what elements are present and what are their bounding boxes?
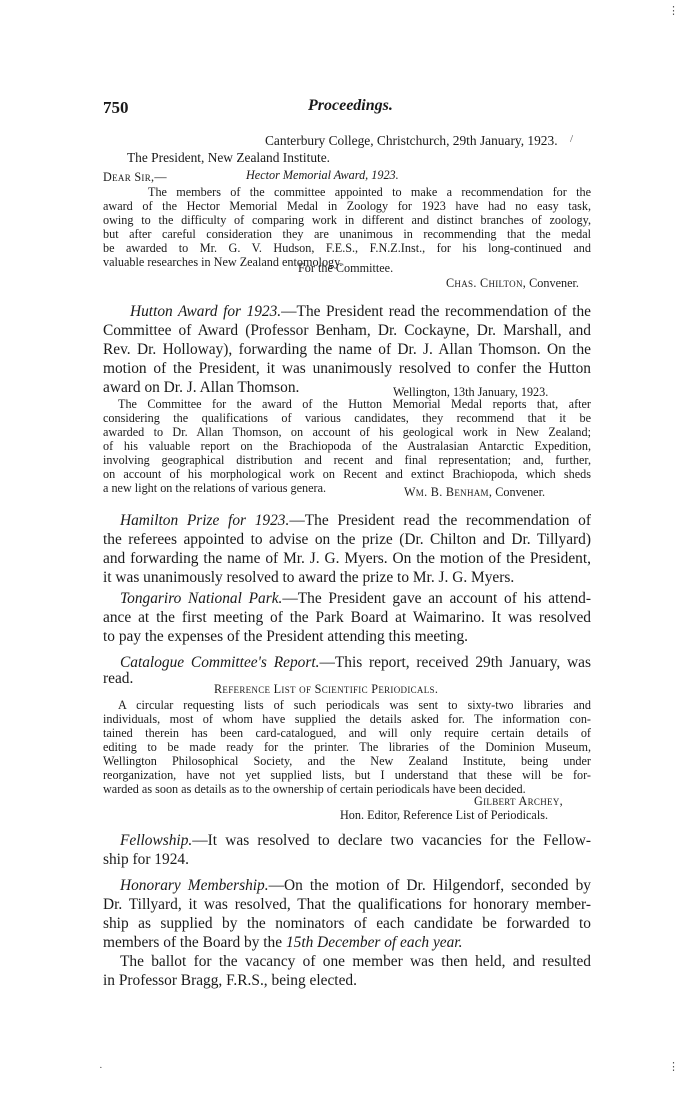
honorary-last-line-italic: 15th December of each year.	[285, 934, 463, 951]
catalogue-signatory-role: Hon. Editor, Reference List of Periodicals.	[340, 808, 548, 822]
signatory-name: Chas. Chilton,	[446, 276, 527, 290]
catalogue-list-title: Reference List of Scientific Periodicals.	[214, 682, 439, 696]
honorary-line: Dr. Tillyard, it was resolved, That the qualifications for honorary member-	[103, 896, 591, 913]
catalogue-line: tained therein has been card-catalogued, and will only require certain details of	[103, 726, 591, 740]
honorary-last-line	[103, 933, 462, 952]
catalogue-line: A circular requesting lists of such periodicals was sent to sixty-two libraries and	[118, 698, 591, 712]
hutton-report-line: awarded to Dr. Allan Thomson, on account of his geological work in New Zealand;	[103, 425, 591, 439]
catalogue-line: editing to be made ready for the printer. The libraries of the Dominion Museum,	[103, 740, 591, 754]
catalogue-signatory-name: Gilbert Archey,	[474, 794, 563, 808]
tongariro-line: ance at the first meeting of the Park Board at Waimarino. It was resolved	[103, 609, 591, 626]
tongariro-first-line-rest: —The President gave an account of his attend-	[282, 590, 591, 607]
tongariro-first-line	[120, 589, 591, 608]
hutton-report-line: considering the qualifications of various candidates, they recommend that it be	[103, 411, 591, 425]
honorary-first-line	[120, 876, 591, 895]
honorary-last-line-plain: members of the Board by the	[103, 934, 286, 951]
honorary-first-line-rest: —On the motion of Dr. Hilgendorf, seconded by	[268, 877, 591, 894]
ballot-line: in Professor Bragg, F.R.S., being elected.	[103, 972, 357, 989]
hutton-line: motion of the President, it was unanimously resolved to confer the Hutton	[103, 360, 591, 377]
hamilton-line: it was unanimously resolved to award the prize to Mr. J. G. Myers.	[103, 569, 515, 586]
catalogue-line: individuals, most of whom have supplied the details asked for. The information con-	[103, 712, 591, 726]
hutton-report-line: on account of his morphological work on Recent and extinct Brachiopoda, which sheds	[103, 467, 591, 481]
letter-salutation: Dear Sir,—	[103, 170, 167, 184]
hutton-line: Committee of Award (Professor Benham, Dr. Cockayne, Dr. Marshall, and	[103, 322, 591, 339]
letter-signature	[446, 276, 579, 290]
letter-subject: Hector Memorial Award, 1923.	[246, 168, 399, 182]
scan-speck: /	[570, 133, 574, 145]
hutton-report-line: of his valuable report on the Brachiopoda of the Australasian Antarctic Expedition,	[103, 439, 591, 453]
hamilton-line: the referees appointed to advise on the prize (Dr. Chilton and Dr. Tillyard)	[103, 531, 591, 548]
scan-speck: ⋮	[668, 5, 679, 17]
hutton-report-line: a new light on the relations of various genera.	[103, 481, 327, 495]
tongariro-line: to pay the expenses of the President attending this meeting.	[103, 628, 469, 645]
fellowship-first-line-rest: —It was resolved to declare two vacancies for the Fellow-	[192, 832, 591, 849]
letter-line: The members of the committee appointed to make a recommendation for the	[148, 185, 591, 199]
catalogue-line: Wellington Philosophical Society, and the New Zealand Institute, being under	[103, 754, 591, 768]
catalogue-heading: Catalogue Committee's Report.	[120, 654, 320, 671]
hutton-signature	[404, 485, 545, 499]
hutton-report-line: involving geographical distribution and recent and final representation; and, further,	[103, 453, 591, 467]
fellowship-heading: Fellowship.	[120, 832, 193, 849]
catalogue-first-line	[120, 653, 591, 672]
letter-line: be awarded to Mr. G. V. Hudson, F.E.S., F.N.Z.Inst., for his long-continued and	[103, 241, 591, 255]
catalogue-line: reorganization, have not yet supplied lists, but I understand that these will be for-	[103, 768, 591, 782]
catalogue-line: warded as soon as details as to the ownership of certain periodicals have been decided.	[103, 782, 526, 796]
honorary-line: ship as supplied by the nominators of each candidate be forwarded to	[103, 915, 591, 932]
page-number: 750	[103, 98, 129, 117]
letter-line: but after careful consideration they are unanimous in recommending that the medal	[103, 227, 591, 241]
hamilton-heading: Hamilton Prize for 1923.	[120, 512, 290, 529]
hamilton-first-line	[120, 511, 591, 530]
running-title: Proceedings.	[308, 97, 393, 114]
tongariro-heading: Tongariro National Park.	[120, 590, 283, 607]
letter-line: award of the Hector Memorial Medal in Zoology for 1923 have had no easy task,	[103, 199, 591, 213]
letter-closing: For the Committee.	[298, 261, 394, 275]
letter-address: Canterbury College, Christchurch, 29th January, 1923.	[265, 133, 558, 148]
hutton-first-line	[130, 302, 591, 321]
hutton-heading: Hutton Award for 1923.	[130, 303, 282, 320]
hutton-line: Rev. Dr. Holloway), forwarding the name of Dr. J. Allan Thomson. On the	[103, 341, 591, 358]
scan-speck: ·	[99, 1062, 103, 1074]
fellowship-second-line: ship for 1924.	[103, 851, 189, 868]
letter-line: valuable researches in New Zealand entomology.	[103, 255, 343, 269]
hutton-report-date: Wellington, 13th January, 1923.	[393, 385, 549, 399]
ballot-line: The ballot for the vacancy of one member was then held, and resulted	[120, 953, 591, 970]
signatory-role: Convener.	[495, 485, 546, 499]
letter-recipient: The President, New Zealand Institute.	[127, 150, 331, 165]
signatory-role: Convener.	[529, 276, 579, 290]
hamilton-first-line-rest: —The President read the recommendation of	[289, 512, 591, 529]
catalogue-second-line: read.	[103, 670, 134, 687]
letter-line: owing to the difficulty of comparing work in different and distinct branches of zoology,	[103, 213, 591, 227]
hamilton-line: and forwarding the name of Mr. J. G. Myers. On the motion of the President,	[103, 550, 591, 567]
hutton-report-line: The Committee for the award of the Hutton Memorial Medal reports that, after	[118, 397, 591, 411]
honorary-heading: Honorary Membership.	[120, 877, 269, 894]
signatory-name: Wm. B. Benham,	[404, 485, 493, 499]
hutton-line: award on Dr. J. Allan Thomson.	[103, 379, 300, 396]
catalogue-first-line-rest: —This report, received 29th January, was	[319, 654, 591, 671]
scan-speck: ⋮	[668, 1061, 679, 1073]
hutton-first-line-rest: —The President read the recommendation of the	[281, 303, 592, 320]
fellowship-first-line	[120, 831, 591, 850]
